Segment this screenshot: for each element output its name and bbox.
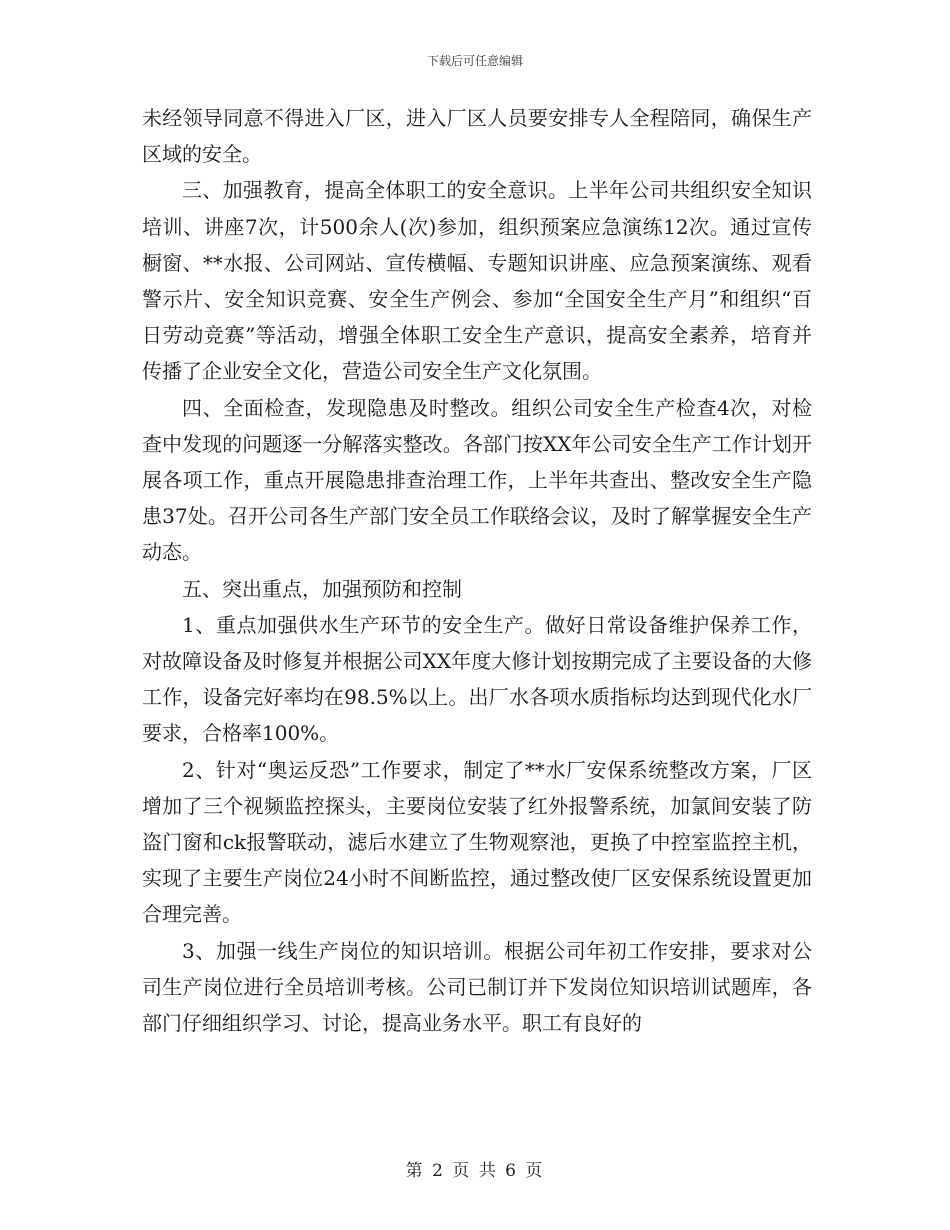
paragraph-inspection: 四、全面检查，发现隐患及时整改。组织公司安全生产检查4次，对检查中发现的问题逐一分解落实整改。各部门按XX年公司安全生产工作计划开展各项工作，重点开展隐患排查治理工作，上半年共查出、整改安全生产隐患37处。召开公司各生产部门安全员工作联络会议，及时了解掌握安全生产动态。: [142, 395, 812, 565]
page-header: 下载后可任意编辑: [426, 54, 523, 68]
document-body: [142, 100, 812, 1041]
page-footer: 第 2 页 共 6 页: [405, 1161, 545, 1181]
paragraph-education: 三、加强教育，提高全体职工的安全意识。上半年公司共组织安全知识培训、讲座7次，计500余人(次)参加，组织预案应急演练12次。通过宣传橱窗、**水报、公司网站、宣传横幅、专题知识讲座、应急预案演练、观看警示片、安全知识竞赛、安全生产例会、参加“全国安全生产月”和组织“百日劳动竞赛”等活动，增强全体职工安全生产意识，提高安全素养，培育并传播了企业安全文化，营造公司安全生产文化氛围。: [142, 178, 812, 384]
paragraph-item-3: 3、加强一线生产岗位的知识培训。根据公司年初工作安排，要求对公司生产岗位进行全员培训考核。公司已制订并下发岗位知识培训试题库，各部门仔细组织学习、讨论，提高业务水平。职工有良好的: [142, 938, 812, 1036]
paragraph-heading-prevention: 五、突出重点，加强预防和控制: [182, 576, 462, 601]
paragraph-item-1: 1、重点加强供水生产环节的安全生产。做好日常设备维护保养工作，对故障设备及时修复并根据公司XX年度大修计划按期完成了主要设备的大修工作，设备完好率均在98.5%以上。出厂水各项水质指标均达到现代化水厂要求，合格率100%。: [142, 612, 812, 746]
paragraph-continuation: 未经领导同意不得进入厂区，进入厂区人员要安排专人全程陪同，确保生产区域的安全。: [142, 106, 812, 167]
paragraph-item-2: 2、针对“奥运反恐”工作要求，制定了**水厂安保系统整改方案，厂区增加了三个视频监控探头，主要岗位安装了红外报警系统，加氯间安装了防盗门窗和ck报警联动，滤后水建立了生物观察池，更换了中控室监控主机，实现了主要生产岗位24小时不间断监控，通过整改使厂区安保系统设置更加合理完善。: [142, 757, 812, 927]
